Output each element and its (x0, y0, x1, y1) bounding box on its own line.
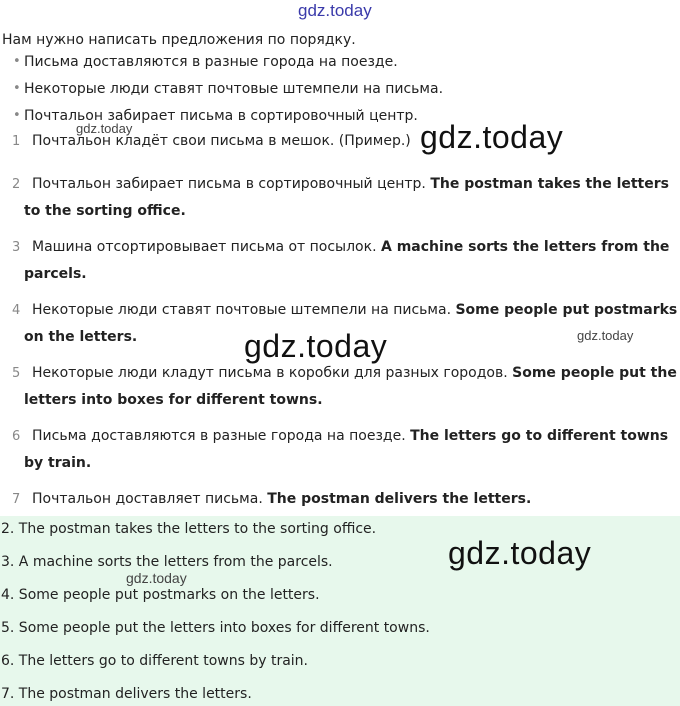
watermark-big: gdz.today (244, 328, 388, 364)
intro-text: Нам нужно написать предложения по порядку. (2, 32, 356, 48)
answer-line: 4. Some people put postmarks on the letters. (1, 587, 320, 603)
bullet-item: • Почтальон забирает письма в сортировочный центр. (0, 108, 443, 135)
item-russian: Почтальон кладёт свои письма в мешок. (Пример.) (32, 133, 411, 149)
item-number: 7 (12, 492, 21, 507)
item-russian: Некоторые люди кладут письма в коробки для разных городов. (32, 365, 508, 381)
item-russian: Машина отсортировывает письма от посылок. (32, 239, 377, 255)
list-item-5 (0, 360, 680, 414)
bullet-item: • Письма доставляются в разные города на поезде. (0, 54, 443, 81)
item-russian: Некоторые люди ставят почтовые штемпели на письма. (32, 302, 452, 318)
item-russian: Почтальон забирает письма в сортировочный центр. (32, 176, 426, 192)
answer-line: 2. The postman takes the letters to the sorting office. (1, 521, 377, 537)
watermark-small: gdz.today (76, 121, 133, 136)
item-number: 1 (12, 134, 21, 149)
item-english: A machine sorts the letters from the parcels. (24, 239, 670, 282)
item-russian: Письма доставляются в разные города на поезде. (32, 428, 406, 444)
bullet-list (0, 54, 443, 135)
item-number: 5 (12, 366, 21, 381)
item-number: 2 (12, 177, 21, 192)
answer-line: 5. Some people put the letters into boxes for different towns. (1, 620, 430, 636)
watermark-big: gdz.today (448, 535, 592, 571)
item-number: 4 (12, 303, 21, 318)
item-english: Some people put the letters into boxes for different towns. (24, 365, 677, 408)
watermark-top: gdz.today (298, 1, 372, 20)
watermark-big: gdz.today (420, 119, 564, 155)
item-english: The postman delivers the letters. (267, 491, 532, 507)
item-english: The letters go to different towns by train. (24, 428, 669, 471)
answer-line: 3. A machine sorts the letters from the parcels. (1, 554, 333, 570)
watermark-small: gdz.today (126, 570, 187, 586)
list-item-3 (0, 234, 680, 288)
item-english: Some people put postmarks on the letters. (24, 302, 678, 345)
watermark-small: gdz.today (577, 328, 634, 343)
item-number: 6 (12, 429, 21, 444)
list-item-2 (0, 171, 680, 225)
answer-line: 7. The postman delivers the letters. (1, 686, 252, 702)
bullet-item: • Некоторые люди ставят почтовые штемпели на письма. (0, 81, 443, 108)
item-russian: Почтальон доставляет письма. (32, 491, 263, 507)
item-english: The postman takes the letters to the sorting office. (24, 176, 669, 219)
list-item-6 (0, 423, 680, 477)
answer-line: 6. The letters go to different towns by train. (1, 653, 308, 669)
item-number: 3 (12, 240, 21, 255)
list-item-7 (0, 486, 680, 513)
